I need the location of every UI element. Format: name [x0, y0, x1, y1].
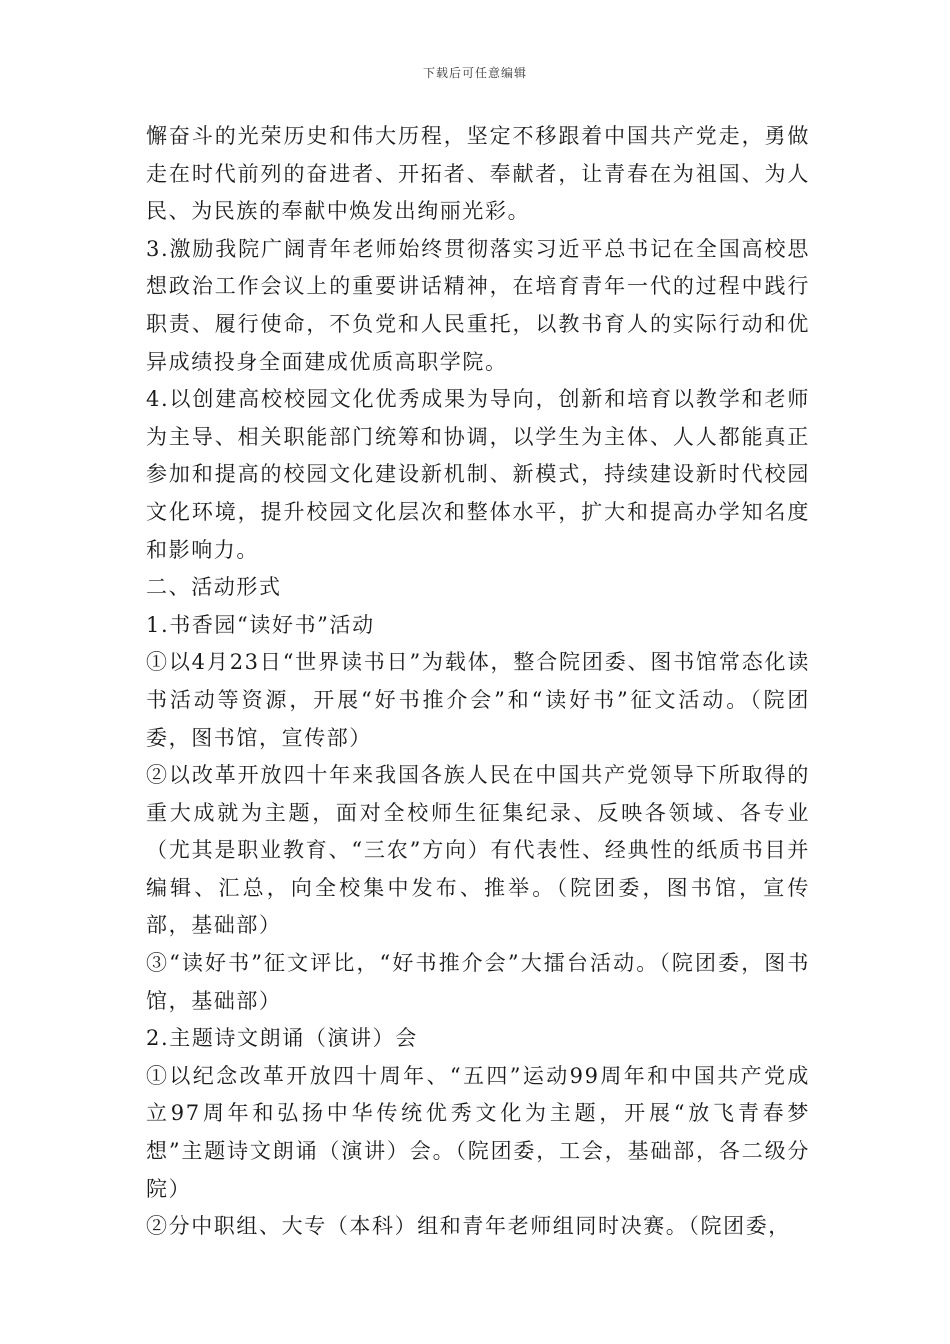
- list-item-reading-3: ③“读好书”征文评比，“好书推介会”大擂台活动。（院团委，图书馆，基础部）: [146, 951, 810, 1013]
- section-heading-activity-forms: 二、活动形式: [146, 575, 282, 600]
- paragraph-continuation: 懈奋斗的光荣历史和伟大历程，坚定不移跟着中国共产党走，勇做走在时代前列的奋进者、开拓者、奉献者，让青春在为祖国、为人民、为民族的奉献中焕发出绚丽光彩。: [146, 124, 810, 224]
- list-item-recitation-1: ①以纪念改革开放四十周年、“五四”运动99周年和中国共产党成立97周年和弘扬中华传统优秀文化为主题，开展“放飞青春梦想”主题诗文朗诵（演讲）会。（院团委，工会，基础部，各二级分院）: [146, 1063, 810, 1201]
- list-item-reading-1: ①以4月23日“世界读书日”为载体，整合院团委、图书馆常态化读书活动等资源，开展“好书推介会”和“读好书”征文活动。（院团委，图书馆，宣传部）: [146, 650, 810, 750]
- subheading-recitation: 2.主题诗文朗诵（演讲）会: [146, 1026, 418, 1051]
- list-item-reading-2: ②以改革开放四十年来我国各族人民在中国共产党领导下所取得的重大成就为主题，面对全校师生征集纪录、反映各领域、各专业（尤其是职业教育、“三农”方向）有代表性、经典性的纸质书目并编辑、汇总，向全校集中发布、推举。（院团委，图书馆，宣传部，基础部）: [146, 763, 810, 938]
- list-item-recitation-2: ②分中职组、大专（本科）组和青年老师组同时决赛。（院团委，: [146, 1214, 791, 1239]
- subheading-reading-activity: 1.书香园“读好书”活动: [146, 612, 375, 637]
- paragraph-item-4: 4.以创建高校校园文化优秀成果为导向，创新和培育以教学和老师为主导、相关职能部门统筹和协调，以学生为主体、人人都能真正参加和提高的校园文化建设新机制、新模式，持续建设新时代校园文化环境，提升校园文化层次和整体水平，扩大和提高办学知名度和影响力。: [146, 387, 810, 562]
- page-header-note: 下载后可任意编辑: [422, 66, 527, 80]
- document-body: [146, 118, 810, 1246]
- paragraph-item-3: 3.激励我院广阔青年老师始终贯彻落实习近平总书记在全国高校思想政治工作会议上的重要讲话精神，在培育青年一代的过程中践行职责、履行使命，不负党和人民重托，以教书育人的实际行动和优异成绩投身全面建成优质高职学院。: [146, 236, 810, 374]
